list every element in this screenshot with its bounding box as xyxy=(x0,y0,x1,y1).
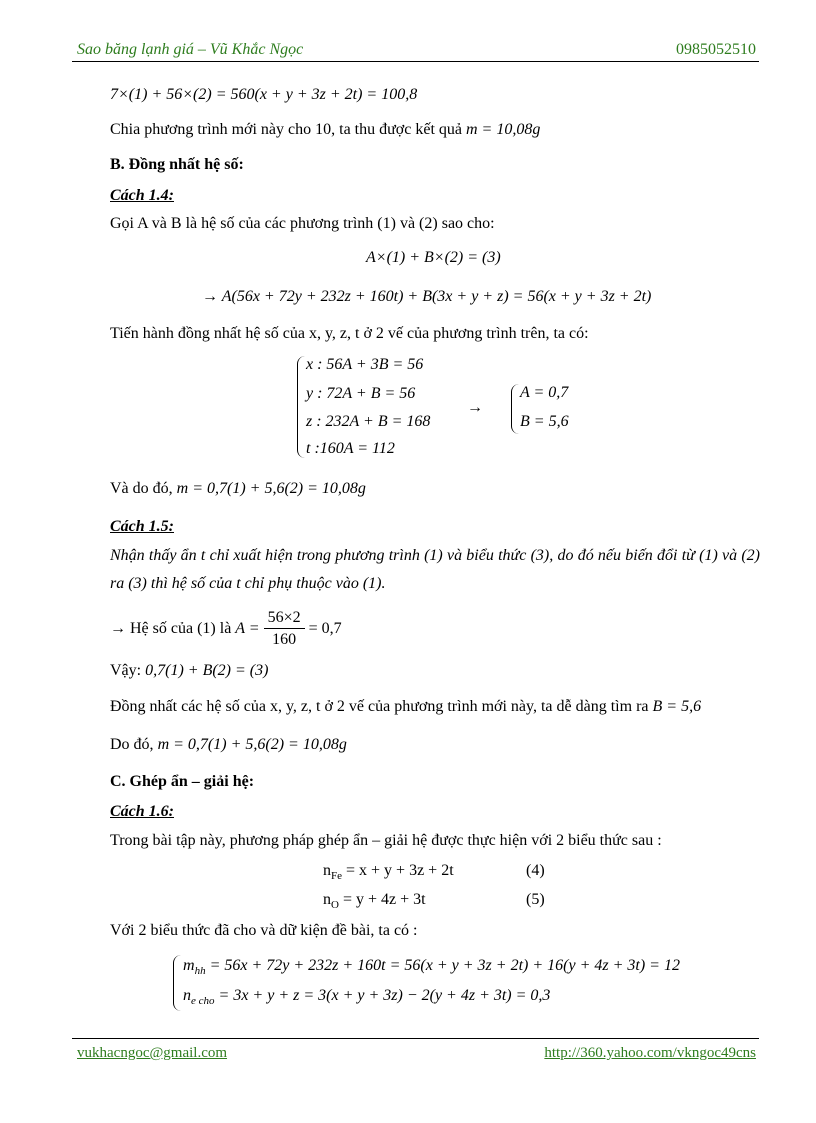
expr4-body: = x + y + 3z + 2t xyxy=(342,862,454,879)
arrow-icon: → xyxy=(467,399,483,416)
he-so-label: → Hệ số của (1) là xyxy=(110,620,232,638)
final1-body: = 56x + 72y + 232z + 160t = 56(x + y + 3z + 2t) + 16(y + 4z + 3t) = 12 xyxy=(205,957,680,974)
tien-hanh-text: Tiến hành đồng nhất hệ số của x, y, z, t ở 2 vế của phương trình trên, ta có: xyxy=(110,325,589,342)
final2-body: = 3x + y + z = 3(x + y + 3z) − 2(y + 4z + 3t) = 0,3 xyxy=(214,987,551,1004)
va-do-do-label: Và do đó, xyxy=(110,480,173,497)
expr4-symbol: n xyxy=(323,862,331,879)
section-b-heading: B. Đồng nhất hệ số: xyxy=(110,156,244,173)
dong-nhat-line xyxy=(110,698,701,716)
dong-nhat-equation: B = 5,6 xyxy=(652,698,702,715)
system-row: t :160A = 112 xyxy=(306,440,395,457)
do-do-line xyxy=(110,736,347,754)
header-divider xyxy=(72,61,759,62)
fraction-numerator: 56×2 xyxy=(264,608,305,629)
footer-divider xyxy=(72,1038,759,1039)
chia-text xyxy=(110,121,540,139)
fraction-denominator: 160 xyxy=(272,631,297,648)
expr5-symbol: n xyxy=(323,891,331,908)
final-equation-2 xyxy=(183,987,550,1007)
cach-1-5-heading: Cách 1.5: xyxy=(110,518,174,535)
he-so-line xyxy=(110,608,342,651)
fraction xyxy=(264,608,305,651)
final-system-brace xyxy=(173,955,182,1011)
header-phone: 0985052510 xyxy=(676,41,756,58)
voi-text: Với 2 biểu thức đã cho và dữ kiện đề bài, ta có : xyxy=(110,922,418,939)
cach-1-6-heading: Cách 1.6: xyxy=(110,803,174,820)
section-c-heading: C. Ghép ẩn – giải hệ: xyxy=(110,773,255,790)
goi-text: Gọi A và B là hệ số của các phương trình (1) và (2) sao cho: xyxy=(110,215,495,232)
final1-symbol: m xyxy=(183,957,195,974)
expr4-tag: (4) xyxy=(526,862,545,879)
system-row: y : 72A + B = 56 xyxy=(306,385,416,402)
system-left-brace xyxy=(297,356,306,458)
equation-ab: A×(1) + B×(2) = (3) xyxy=(366,249,501,266)
trong-bai-text: Trong bài tập này, phương pháp ghép ẩn – giải hệ được thực hiện với 2 biểu thức sau : xyxy=(110,832,662,849)
expr5-tag: (5) xyxy=(526,891,545,908)
system-row: x : 56A + 3B = 56 xyxy=(306,356,424,373)
final1-subscript: hh xyxy=(194,965,206,978)
final2-symbol: n xyxy=(183,987,191,1004)
equation-expand: → A(56x + 72y + 232z + 160t) + B(3x + y + z) = 56(x + y + 3z + 2t) xyxy=(202,288,652,305)
he-so-rhs: = 0,7 xyxy=(308,620,342,638)
equation-top: 7×(1) + 56×(2) = 560(x + y + 3z + 2t) = 100,8 xyxy=(110,86,418,103)
final2-subscript: e cho xyxy=(191,995,215,1008)
expression-5 xyxy=(323,891,426,911)
footer-email-link[interactable]: vukhacngoc@gmail.com xyxy=(77,1045,228,1061)
chia-result: m = 10,08g xyxy=(466,121,541,138)
final-equation-1 xyxy=(183,957,680,977)
vay-line xyxy=(110,662,268,680)
vay-label: Vậy: xyxy=(110,662,142,679)
expression-4 xyxy=(323,862,454,882)
footer-yahoo-link[interactable]: http://360.yahoo.com/vkngoc49cns xyxy=(544,1045,756,1061)
he-so-lhs: A = xyxy=(235,620,260,638)
dong-nhat-label: Đồng nhất các hệ số của x, y, z, t ở 2 vế của phương trình mới này, ta dễ dàng tìm ra xyxy=(110,698,649,715)
system-right-brace xyxy=(511,384,520,434)
do-do-label: Do đó, xyxy=(110,736,154,753)
expr4-subscript: Fe xyxy=(331,870,342,883)
vay-equation: 0,7(1) + B(2) = (3) xyxy=(145,662,269,679)
do-do-equation: m = 0,7(1) + 5,6(2) = 10,08g xyxy=(157,736,347,753)
nhan-thay-paragraph: Nhận thấy ẩn t chỉ xuất hiện trong phương trình (1) và biểu thức (3), do đó nếu biến đổi từ (1) và (2) ra (3) thì hệ số của t chỉ phụ thuộc vào (1). xyxy=(110,547,760,592)
expr5-body: = y + 4z + 3t xyxy=(338,891,426,908)
header-title: Sao băng lạnh giá – Vũ Khắc Ngọc xyxy=(77,41,304,58)
va-do-do-line xyxy=(110,480,366,498)
system-solution: A = 0,7 xyxy=(520,384,569,401)
system-row: z : 232A + B = 168 xyxy=(306,413,431,430)
va-do-do-equation: m = 0,7(1) + 5,6(2) = 10,08g xyxy=(176,480,366,497)
cach-1-4-heading: Cách 1.4: xyxy=(110,187,174,204)
system-solution: B = 5,6 xyxy=(520,413,569,430)
expr5-subscript: O xyxy=(331,899,339,912)
chia-label: Chia phương trình mới này cho 10, ta thu được kết quả xyxy=(110,121,462,138)
